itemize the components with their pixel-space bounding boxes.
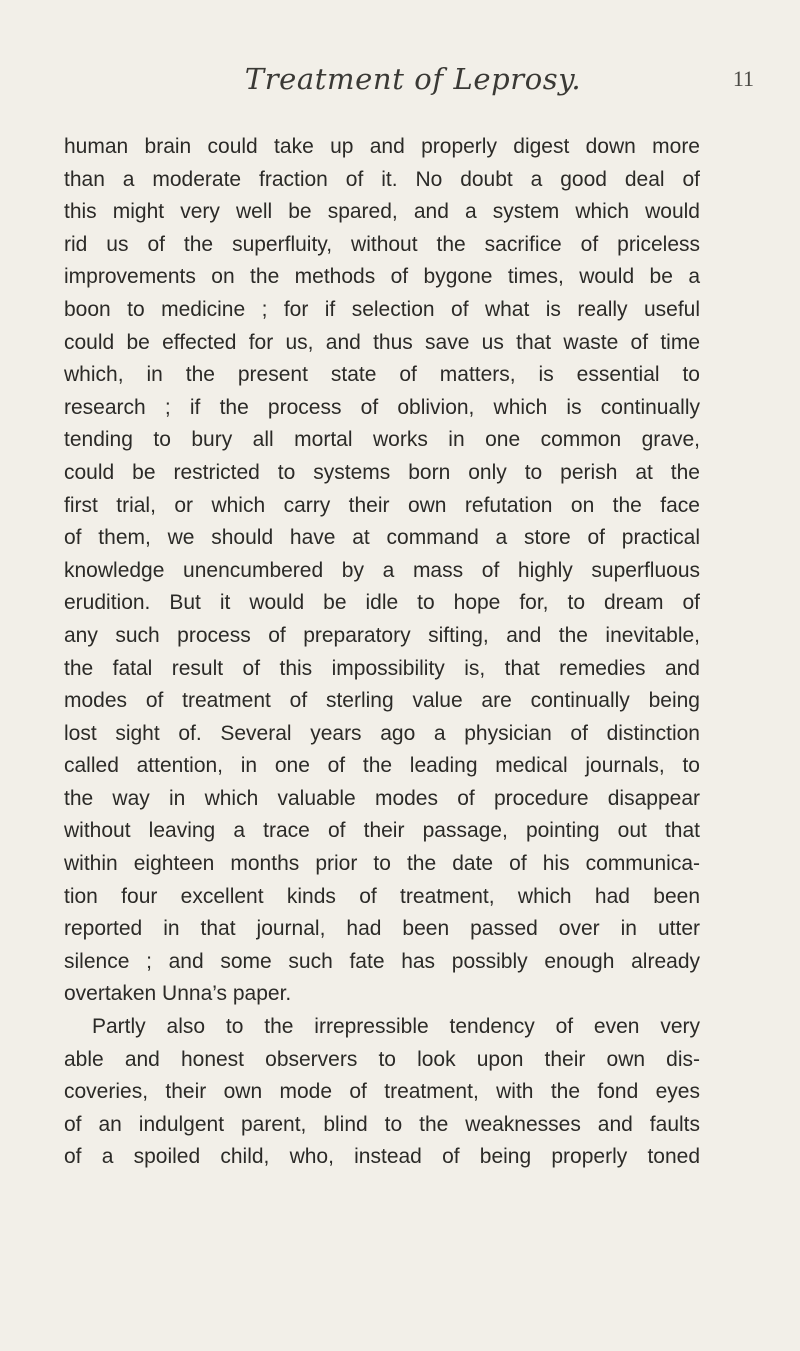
- text-line: than a moderate fraction of it. No doubt a good deal of: [64, 167, 700, 191]
- text-line: improvements on the methods of bygone times, would be a: [64, 265, 700, 289]
- text-line: rid us of the superfluity, without the sacrifice of priceless: [64, 232, 700, 256]
- text-line: boon to medicine ; for if selection of what is really useful: [64, 297, 700, 321]
- running-head: [64, 62, 762, 106]
- text-line: silence ; and some such fate has possibly enough already: [64, 949, 700, 973]
- text-line: called attention, in one of the leading medical journals, to: [64, 754, 700, 778]
- text-line: human brain could take up and properly digest down more: [64, 135, 700, 158]
- page-number: 11: [732, 66, 754, 91]
- text-line: any such process of preparatory sifting, and the inevitable,: [64, 623, 700, 647]
- text-line: the fatal result of this impossibility is, that remedies and: [64, 656, 700, 680]
- text-line: modes of treatment of sterling value are continually being: [64, 689, 700, 713]
- text-line: lost sight of. Several years ago a physician of distinction: [64, 721, 700, 745]
- text-line: reported in that journal, had been passed over in utter: [64, 917, 700, 941]
- text-line: could be effected for us, and thus save us that waste of time: [64, 330, 700, 354]
- paragraph-end-line: overtaken Unna’s paper.: [64, 982, 292, 1006]
- text-line: tending to bury all mortal works in one common grave,: [64, 428, 700, 452]
- text-line: coveries, their own mode of treatment, with the fond eyes: [64, 1080, 700, 1104]
- text-line: tion four excellent kinds of treatment, which had been: [64, 884, 700, 908]
- running-title: Treatment of Leprosy.: [244, 62, 582, 96]
- text-line: erudition. But it would be idle to hope for, to dream of: [64, 591, 700, 615]
- text-line: the way in which valuable modes of procedure disappear: [64, 786, 700, 810]
- paragraph-start-line: Partly also to the irrepressible tendency of even very: [92, 1015, 700, 1039]
- text-line: which, in the present state of matters, is essential to: [64, 363, 700, 387]
- text-line: able and honest observers to look upon their own dis-: [64, 1047, 700, 1071]
- text-line: of a spoiled child, who, instead of being properly toned: [64, 1145, 700, 1169]
- text-line: within eighteen months prior to the date of his communica-: [64, 852, 700, 876]
- text-line: could be restricted to systems born only to perish at the: [64, 460, 700, 484]
- text-line: first trial, or which carry their own refutation on the face: [64, 493, 700, 517]
- text-line: this might very well be spared, and a system which would: [64, 200, 700, 224]
- body-text: [64, 131, 700, 1174]
- text-line: research ; if the process of oblivion, which is continually: [64, 395, 700, 419]
- text-line: without leaving a trace of their passage, pointing out that: [64, 819, 700, 843]
- text-line: of an indulgent parent, blind to the weaknesses and faults: [64, 1112, 700, 1136]
- text-line: knowledge unencumbered by a mass of highly superfluous: [64, 558, 700, 582]
- text-line: of them, we should have at command a store of practical: [64, 526, 700, 550]
